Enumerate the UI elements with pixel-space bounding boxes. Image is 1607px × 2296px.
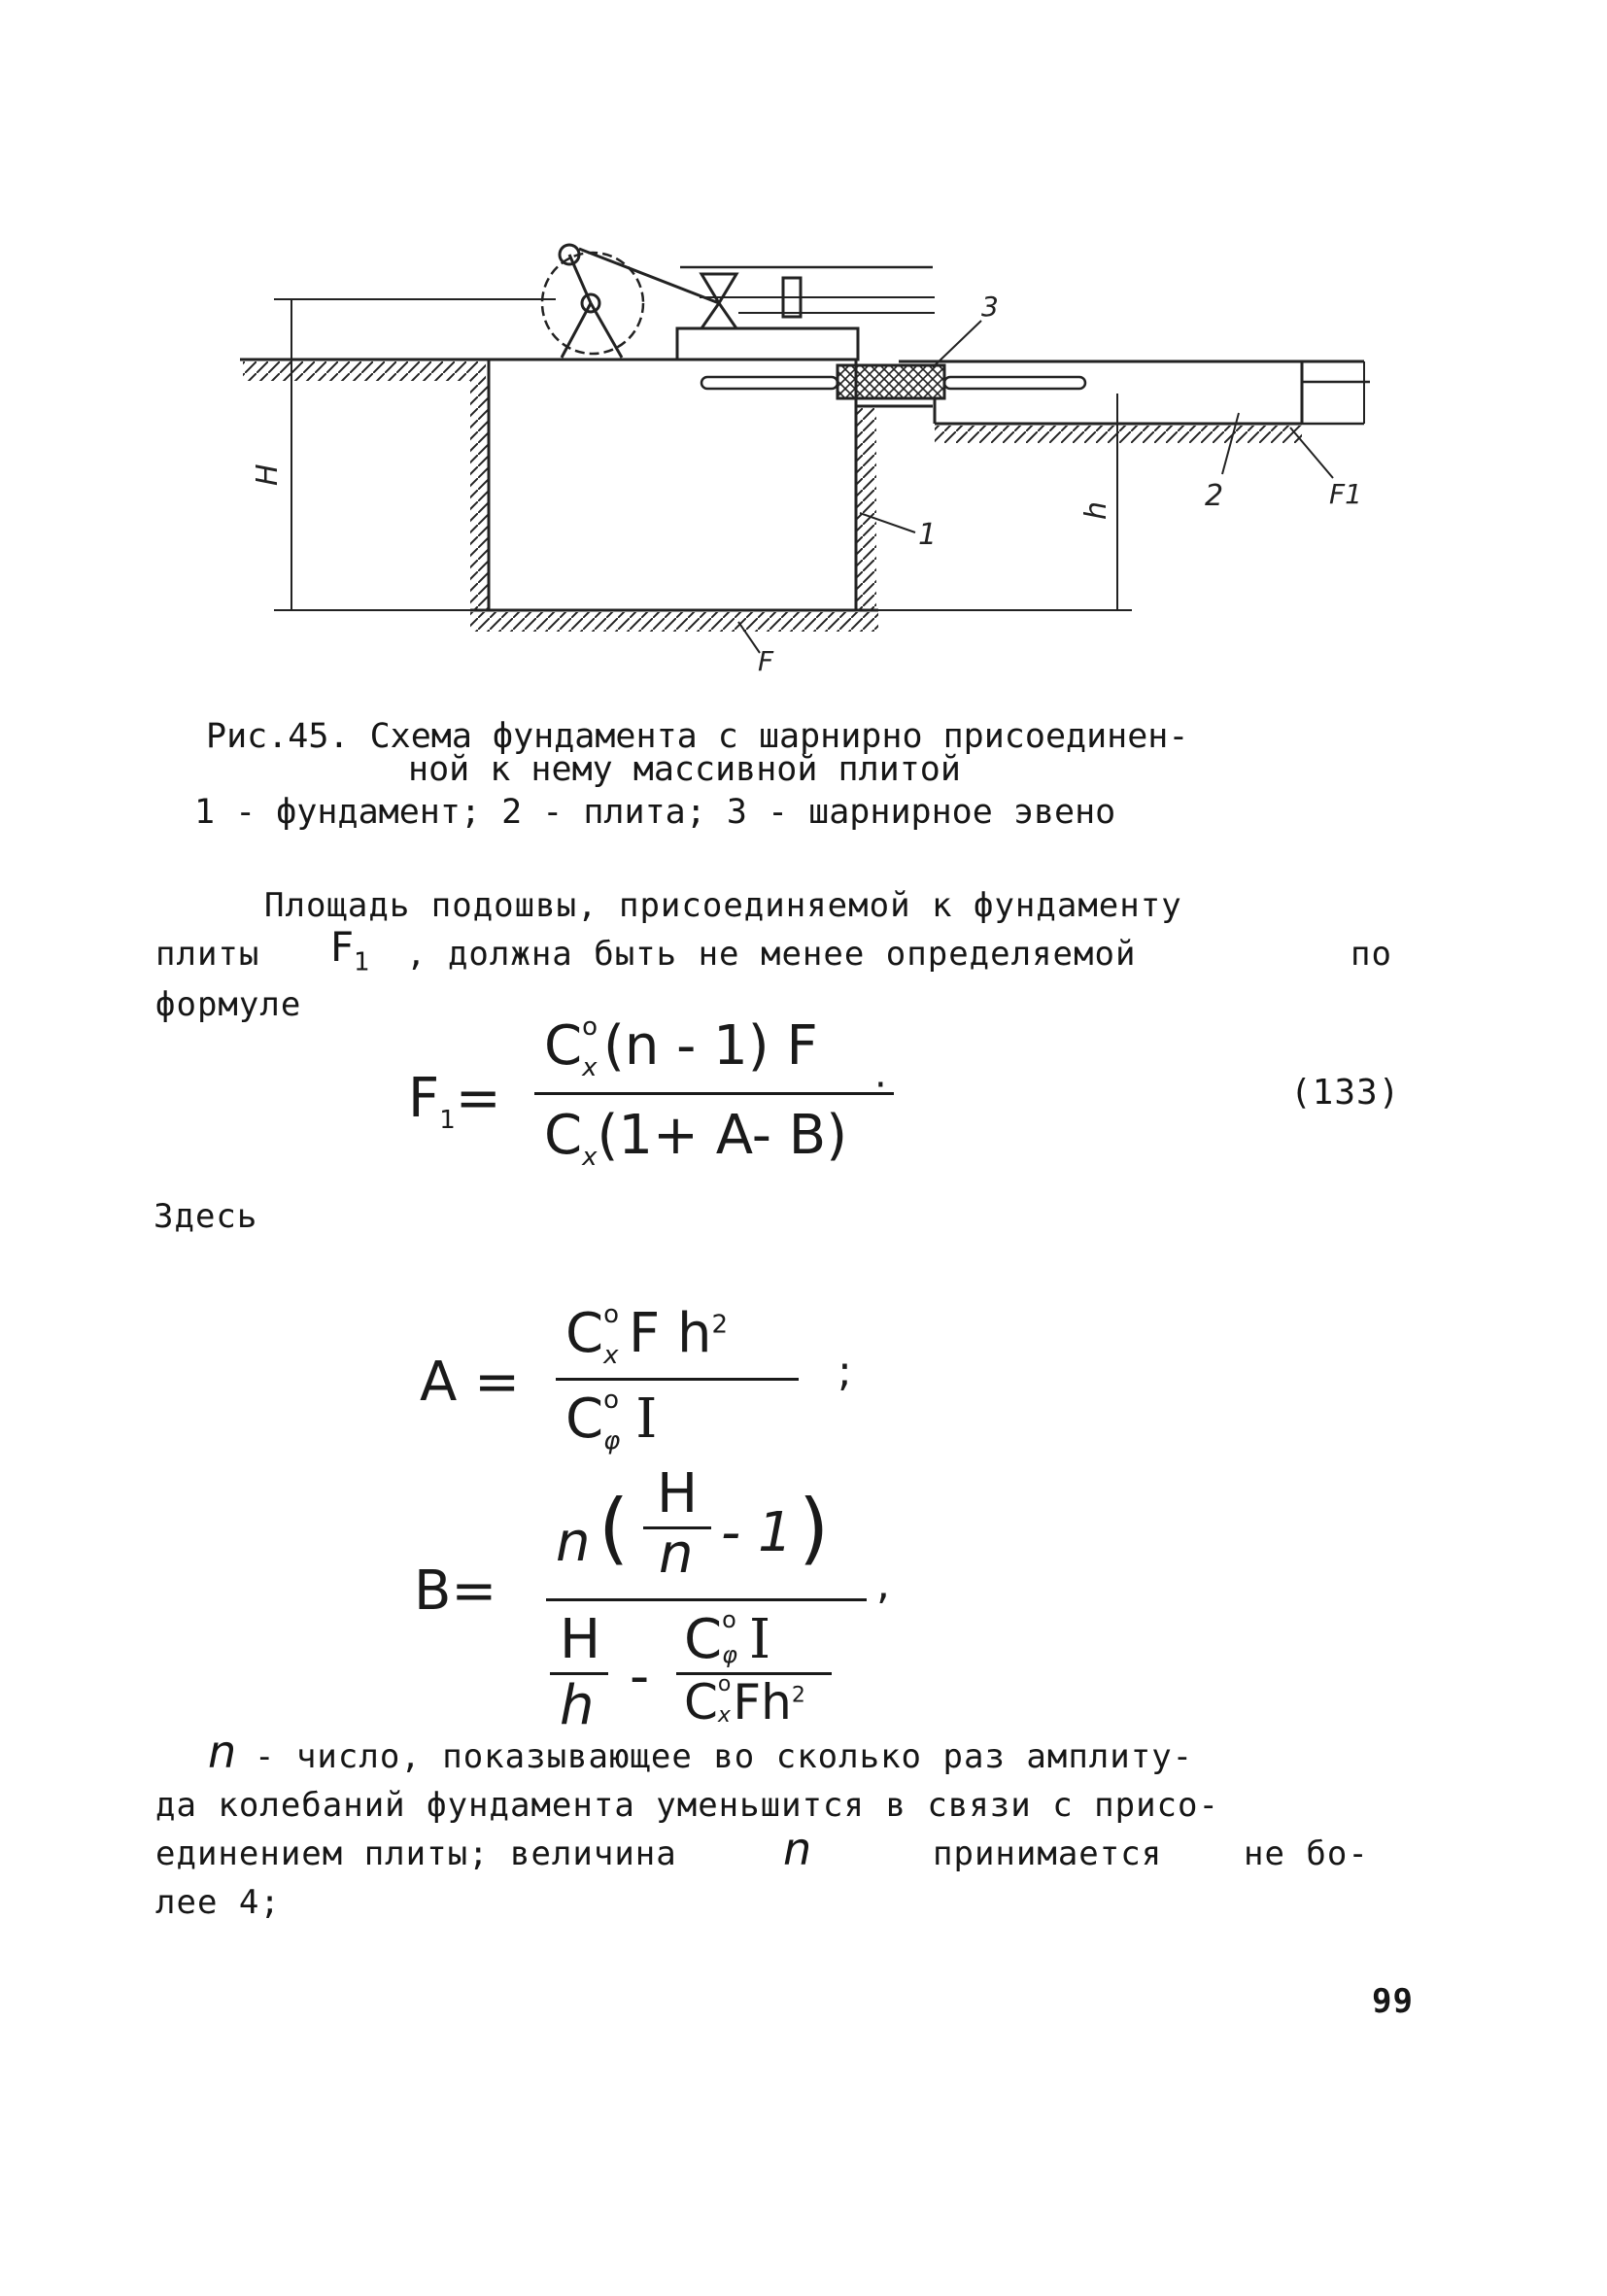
formula-133-denominator: $C_x(1+ A-$ B)	[544, 1104, 848, 1173]
para1-line1: Площадь подошвы, присоединяемой к фундаменту	[264, 886, 1182, 925]
label-F1: F1	[1329, 478, 1362, 510]
formula-133-fraction-bar	[534, 1092, 894, 1095]
para2-line4: лее 4;	[155, 1883, 281, 1922]
pit-wall-hatch-right	[857, 408, 876, 610]
formula-B-main-bar	[546, 1598, 867, 1601]
para2-line1: - число, показывающее во сколько раз амплиту-	[255, 1737, 1194, 1776]
wheel-leg-1	[562, 303, 591, 358]
valve-symbol	[701, 274, 736, 328]
formula-A-denominator: C o φ I	[565, 1386, 658, 1456]
equation-number-133: (133)	[1290, 1073, 1401, 1113]
formula-B-top-minus-one: - 1	[721, 1501, 793, 1564]
wheel-leg-2	[591, 303, 622, 358]
label-1: 1	[918, 518, 938, 552]
para2-line3-start: единением плиты; величина	[155, 1834, 677, 1873]
label-H: H	[251, 463, 285, 486]
label-2: 2	[1205, 479, 1224, 513]
var-F-sub: 1	[354, 947, 370, 977]
para1-var-F1	[330, 923, 370, 977]
para2-line2: да колебаний фундамента уменьшится в связи с присо-	[155, 1786, 1219, 1825]
formula-A-fraction-bar	[556, 1378, 799, 1381]
foundation-diagram	[0, 0, 1607, 700]
formula-B-top-paren-right: )	[799, 1483, 830, 1573]
figure-caption-legend: 1 - фундамент; 2 - плита; 3 - шарнирное эвено	[194, 793, 1116, 832]
rod-to-valve	[579, 249, 719, 303]
formula-A-semicolon: ;	[838, 1347, 852, 1396]
para1-line2-mid: , должна быть не менее определяемой	[406, 935, 1137, 974]
formula-133-lhs: $F_1=$	[408, 1067, 501, 1136]
formula-B-comma: ,	[876, 1559, 890, 1609]
machine-base	[677, 328, 858, 360]
leader-F1	[1290, 428, 1333, 478]
formula-B-top-paren-left: (	[598, 1483, 630, 1573]
connecting-rod	[569, 255, 591, 303]
formula-B-low-H: H	[560, 1608, 601, 1671]
formula-B-low-h: h	[560, 1674, 595, 1737]
formula-133	[408, 1011, 952, 1195]
here-label: Здесь	[154, 1197, 258, 1236]
formula-B-lhs: B=	[414, 1559, 497, 1623]
pit-bottom-hatch	[470, 612, 878, 632]
formula-133-dot: ·	[874, 1063, 887, 1108]
formula-B-top-H: H	[657, 1462, 699, 1525]
hinge-rod-right	[944, 377, 1085, 389]
var-F: F	[330, 923, 355, 971]
para1-line2-start: плиты	[155, 935, 260, 974]
leader-2	[1222, 413, 1239, 474]
formula-A	[420, 1302, 906, 1467]
figure-caption-line2: ной к нему массивной плитой	[408, 750, 961, 789]
formula-A-numerator: C o x F $h^2$	[565, 1300, 729, 1370]
formula-B-low-denominator: C o x Fh$^2$	[684, 1672, 805, 1731]
para2-line3-end: не бо-	[1244, 1834, 1369, 1873]
ground-hatch-left	[243, 361, 486, 381]
label-h: h	[1079, 500, 1113, 520]
para2-n-symbol: n	[208, 1726, 237, 1778]
formula-A-lhs: A =	[420, 1351, 521, 1414]
para2-line3-n: n	[783, 1823, 812, 1875]
page-number: 99	[1372, 1982, 1414, 2021]
pit-wall-hatch-left	[470, 381, 488, 610]
hinge-rod-left	[701, 377, 838, 389]
para1-line2-end: по	[1351, 935, 1392, 974]
label-F: F	[758, 645, 774, 677]
formula-B-low-numerator: C o φ I	[684, 1606, 771, 1671]
hinge-link	[838, 365, 944, 398]
foundation-block	[489, 360, 856, 610]
formula-B	[414, 1462, 919, 1737]
figure-caption-line1: Рис.45. Схема фундамента с шарнирно присоединен-	[206, 717, 1189, 756]
para2-line3-mid: принимается	[933, 1834, 1163, 1873]
formula-B-top-n: n	[556, 1511, 591, 1574]
formula-B-top-den-n: n	[659, 1523, 694, 1586]
formula-B-low-minus: -	[630, 1645, 650, 1708]
formula-133-numerator: C o x (n - 1) F	[544, 1012, 818, 1082]
label-3: 3	[981, 291, 999, 323]
para1-line3: формуле	[155, 985, 302, 1024]
